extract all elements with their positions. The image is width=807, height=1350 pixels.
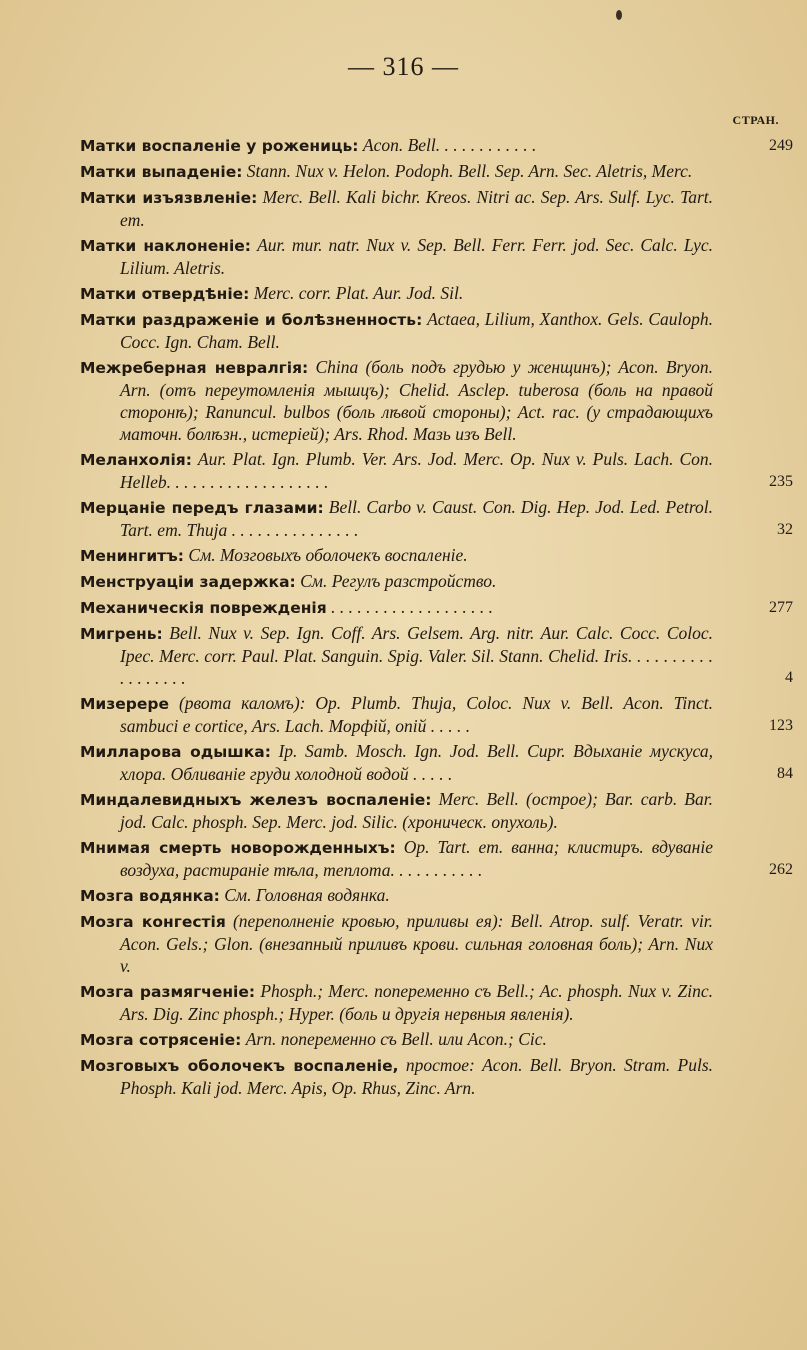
index-entry — [80, 596, 793, 619]
entry-headword: Матки воспаленіе у рожениць: — [80, 137, 359, 155]
index-entry — [80, 788, 713, 833]
index-entry — [80, 740, 793, 785]
entry-text: (рвота каломъ): Op. Plumb. Thuja, Coloc. Nux v. Bell. Acon. Tinct. sambuci e cortice, Ars. Lach. Морфій, опій . . . . . — [120, 693, 714, 736]
entry-headword: Матки отвердѣніе: — [80, 285, 250, 303]
entry-page: 277 — [769, 599, 793, 616]
index-entry — [80, 160, 713, 183]
index-entry — [80, 282, 713, 305]
index-entry — [80, 622, 793, 689]
entry-page: 32 — [777, 521, 793, 538]
page-number: — 316 — — [348, 52, 459, 81]
entry-headword: Матки выпаденіе: — [80, 163, 243, 181]
ink-spot — [616, 10, 622, 20]
entry-text: Bell. Nux v. Sep. Ign. Coff. Ars. Gelsem. Arg. nitr. Aur. Calc. Cocc. Coloc. Ipec. Merc. corr. Paul. Plat. Sanguin. Spig. Valer. Sil. Stann. Chelid. Iris. . . . . . . . . . . . . . . . . . — [120, 623, 714, 688]
entry-headword: Мозговыхъ оболочекъ воспаленіе, — [80, 1057, 399, 1075]
entry-text: простое: Acon. Bell. Bryon. Stram. Puls. Phosph. Kali jod. Merc. Apis, Op. Rhus, Zinc. Arn. — [120, 1055, 714, 1098]
index-entry — [80, 692, 793, 737]
entry-text: См. Мозговыхъ оболочекъ воспаленіе. — [188, 545, 468, 565]
entry-headword: Мозга сотрясеніе: — [80, 1031, 242, 1049]
entry-text: Op. Tart. em. ванна; клистиръ. вдуваніе воздуха, растираніе тѣла, теплота. . . . . . . . . . . — [120, 837, 713, 880]
entry-page: 123 — [769, 717, 793, 734]
index-entry — [80, 134, 793, 157]
entry-text: Merc. Bell. (острое); Bar. carb. Bar. jod. Calc. phosph. Sep. Merc. jod. Silic. (хроническ. опухоль). — [120, 789, 713, 832]
entry-text: . . . . . . . . . . . . . . . . . . . — [331, 597, 493, 617]
index-entry — [80, 570, 713, 593]
entry-headword: Менингитъ: — [80, 547, 185, 565]
entry-text: Acon. Bell. . . . . . . . . . . . — [362, 135, 537, 155]
entry-text: См. Головная водянка. — [224, 885, 390, 905]
entry-headword: Мизерере — [80, 695, 170, 713]
entry-headword: Мозга размягченіе: — [80, 983, 256, 1001]
entry-text: Phosph.; Merc. попеременно съ Bell.; Ac. phosph. Nux v. Zinc. Ars. Dig. Zinc phosph.; Hyper. (боль и другія нервныя явленія). — [120, 981, 714, 1024]
entry-headword: Меланхолія: — [80, 451, 192, 469]
entry-page: 4 — [785, 669, 793, 686]
entry-page: 249 — [769, 137, 793, 154]
entry-headword: Межреберная невралгія: — [80, 359, 309, 377]
index-entry — [80, 1028, 713, 1051]
index-entry — [80, 496, 793, 541]
entry-headword: Миндалевидныхъ железъ воспаленіе: — [80, 791, 432, 809]
entry-text: China (боль подъ грудью у женщинъ); Acon. Bryon. Arn. (отъ переутомленія мышцъ); Chelid. Asclep. tuberosa (боль на правой сторонѣ); Ranuncul. bulbos (боль лѣвой стороны); Act. rac. (у страдающихъ маточн. болѣзн., истеріей); Ars. Rhod. Мазь изъ Bell. — [120, 357, 714, 444]
index-entry — [80, 910, 713, 977]
entry-headword: Мигрень: — [80, 625, 163, 643]
entry-text: Stann. Nux v. Helon. Podoph. Bell. Sep. Arn. Sec. Aletris, Merc. — [246, 161, 693, 181]
index-entry — [80, 1054, 713, 1099]
entry-text: Merc. Bell. Kali bichr. Kreos. Nitri ac. Sep. Ars. Sulf. Lyc. Tart. em. — [120, 187, 713, 230]
entry-headword: Менструаціи задержка: — [80, 573, 296, 591]
entry-page: 262 — [769, 861, 793, 878]
entry-text: Arn. попеременно съ Bell. или Acon.; Cic. — [245, 1029, 547, 1049]
index-entry — [80, 448, 793, 493]
index-entries — [80, 134, 793, 1102]
index-entry — [80, 836, 793, 881]
entry-text: См. Регулъ разстройство. — [300, 571, 497, 591]
entry-text: Aur. Plat. Ign. Plumb. Ver. Ars. Jod. Merc. Op. Nux v. Puls. Lach. Con. Helleb. . . . . . . . . . . . . . . . . . . — [120, 449, 714, 492]
entry-text: Merc. corr. Plat. Aur. Jod. Sil. — [253, 283, 464, 303]
entry-headword: Милларова одышка: — [80, 743, 271, 761]
index-entry — [80, 234, 713, 279]
index-entry — [80, 980, 713, 1025]
index-entry — [80, 544, 713, 567]
entry-headword: Матки раздраженіе и болѣзненность: — [80, 311, 423, 329]
entry-page: 84 — [777, 765, 793, 782]
entry-headword: Мозга конгестія — [80, 913, 226, 931]
entry-headword: Матки изъязвленіе: — [80, 189, 258, 207]
entry-headword: Мозга водянка: — [80, 887, 220, 905]
index-entry — [80, 186, 713, 231]
index-entry — [80, 308, 713, 353]
entry-headword: Мерцаніе передъ глазами: — [80, 499, 324, 517]
entry-text: Actaea, Lilium, Xanthox. Gels. Cauloph. Cocc. Ign. Cham. Bell. — [120, 309, 714, 352]
page-column-header: СТРАН. — [732, 113, 779, 127]
index-entry — [80, 884, 713, 907]
entry-headword: Мнимая смерть новорожденныхъ: — [80, 839, 396, 857]
entry-headword: Механическія поврежденія — [80, 599, 327, 617]
entry-text: (переполненіе кровью, приливы ея): Bell. Atrop. sulf. Veratr. vir. Acon. Gels.; Glon. (внезапный приливъ крови. сильная головная боль); Arn. Nux v. — [120, 911, 713, 976]
entry-text: Ip. Samb. Mosch. Ign. Jod. Bell. Cupr. Вдыханіе мускуса, хлора. Обливаніе груди холодной водой . . . . . — [120, 741, 714, 784]
entry-page: 235 — [769, 473, 793, 490]
entry-headword: Матки наклоненіе: — [80, 237, 251, 255]
index-entry — [80, 356, 713, 445]
entry-text: Aur. mur. natr. Nux v. Sep. Bell. Ferr. Ferr. jod. Sec. Calc. Lyc. Lilium. Aletris. — [120, 235, 713, 278]
entry-text: Bell. Carbo v. Caust. Con. Dig. Hep. Jod. Led. Petrol. Tart. em. Thuja . . . . . . . . . . . . . . . — [120, 497, 713, 540]
